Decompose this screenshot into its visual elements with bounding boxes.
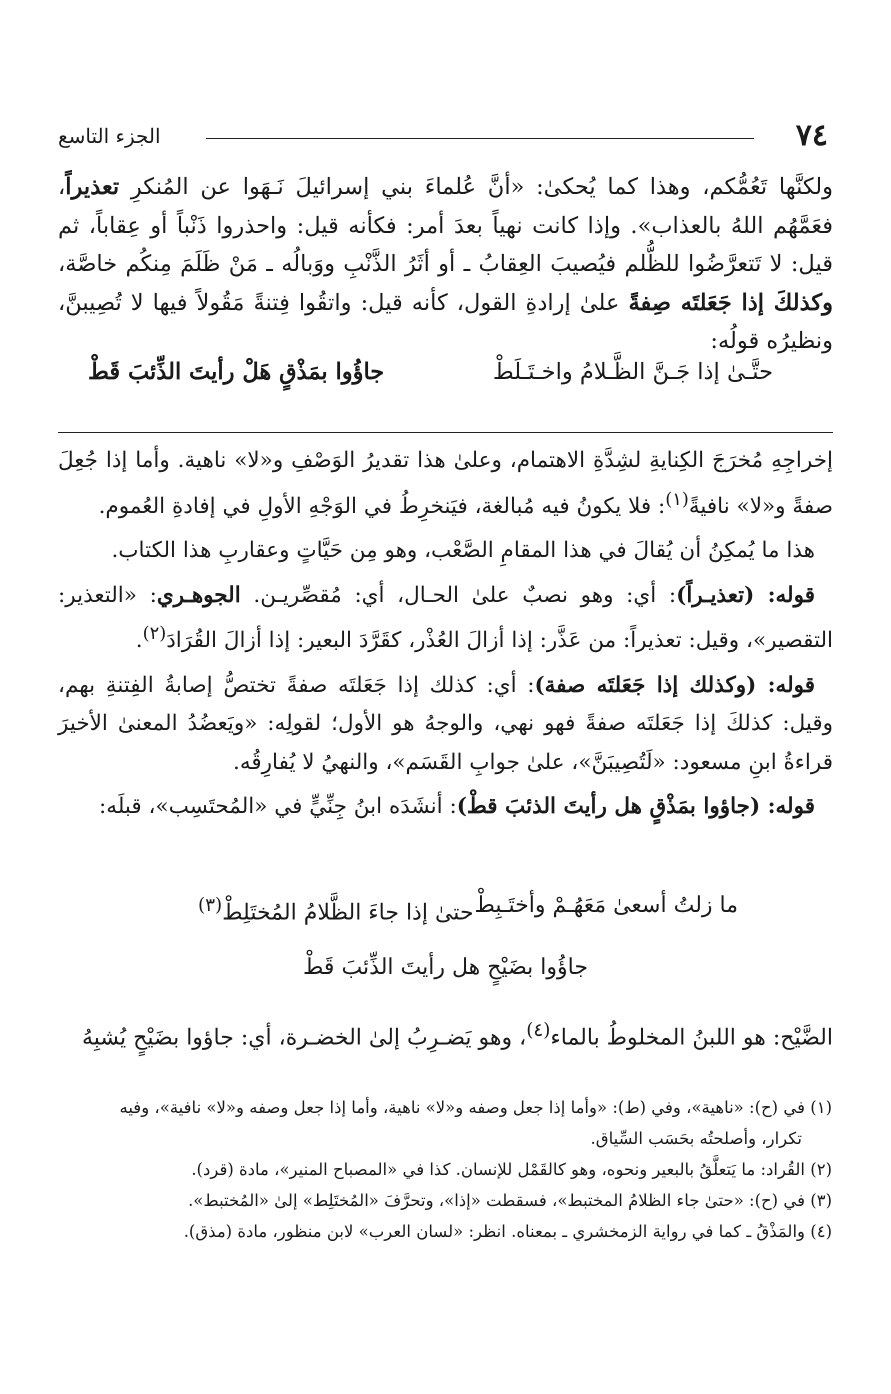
footnote-ref-1: (١)	[665, 488, 689, 510]
poem-row1-left-wrap	[198, 884, 474, 935]
main-text-a: ولكنَّها تَعُمُّكم، وهذا كما يُحكىٰ: «أنَّ عُلماءَ بني إسرائيلَ نَـهَوا عن المُنكرِ	[119, 174, 833, 200]
poem-row2-center: جاؤُوا بضَيْحٍ هل رأيتَ الذِّئبَ قَطْ	[303, 955, 588, 980]
poem-row-1	[58, 884, 833, 928]
main-text	[58, 168, 833, 361]
main-paragraph	[58, 168, 833, 361]
commentary-paragraph-1	[58, 442, 833, 526]
main-text-keyword: تعذيراً	[65, 174, 120, 200]
poem	[58, 884, 833, 990]
verse-right-hemistich: حتَّـىٰ إذا جَـنَّ الظَّـلامُ واخـتَـلَطْ	[492, 359, 773, 385]
main-text-e: علىٰ إرادةِ القول، كأنه قيل: واتقُوا فِتنةً مَقُولاً فيها لا تُصِيبنَّ، ونظيرُه قولُه:	[58, 289, 833, 354]
commentary-p4-a: : أي: كذلك إذا جَعَلتَه صفةً تختصُّ إصابةُ الفِتنةِ بهم، وقيل: كذلكَ إذا جَعَلتَه صفةً فهو نهي، والوجهُ هو الأول؛ لقولِه: «ويَعضُدُ المعنىٰ الأخيرَ قراءةُ ابنِ مسعود: «لَتُصِيبَنَّ»، علىٰ جوابِ القَسَم»، والنهيُ لا يُفارِقُه.	[58, 672, 833, 775]
poem-row1-left: حتىٰ إذا جاءَ الظَّلامُ المُختَلِطْ	[222, 900, 474, 926]
page-number: ٧٤	[795, 118, 828, 153]
part-title: الجزء التاسع	[58, 124, 161, 148]
after-poem-a: الضَّيْح: هو اللبنُ المخلوطُ بالماء	[550, 1025, 833, 1051]
verse-left-hemistich: جاؤُوا بمَذْقٍ هَلْ رأيتَ الذِّئبَ قَطْ	[88, 359, 385, 385]
commentary-paragraph-4	[58, 667, 833, 783]
section-divider	[58, 432, 833, 433]
commentary-p5-label: قوله: (جاؤوا بمَذْقٍ هل رأيتَ الذئبَ قطْ)	[456, 794, 815, 820]
commentary-p1-end: : فلا يكونُ فيه مُبالغة، فيَنخرِطُ في الوَجْهِ الأولِ في إفادةِ العُموم.	[98, 493, 666, 519]
commentary	[58, 442, 833, 827]
commentary-p3-b: : «التعذير: التقصير»، وقيل: تعذيراً: من عَذَّر: إذا أزالَ العُذْر، كقَرَّدَ البعير: إذا أزالَ القُرَادَ	[58, 582, 833, 654]
footnote-1: (١) في (ح): «ناهية»، وفي (ط): «وأما إذا جعل وصفه و«لا» ناهية، وأما إذا جعل وصفه و«لا» نافية»، وفيه	[119, 1098, 832, 1117]
commentary-p3-a: : أي: وهو نصبٌ علىٰ الحـال، أي: مُقصِّريـن.	[240, 582, 677, 608]
after-poem-text	[58, 1012, 833, 1057]
poem-row1-right: ما زلتُ أسعىٰ مَعَهُـمْ وأختَـبِطْ	[474, 893, 738, 918]
header-rule	[206, 138, 754, 139]
footnote-2: (٢) القُراد: ما يَتعلَّقُ بالبعير ونحوه، وهو كالقَمْل للإنسان. كذا في «المصباح المنير»، مادة (قرد).	[191, 1160, 832, 1179]
footnote-ref-3: (٣)	[198, 895, 223, 916]
footnote-1-continued: تكرار، وأصلحتُه بحَسَب السِّياق.	[590, 1129, 802, 1148]
footnote-ref-4: (٤)	[526, 1020, 551, 1041]
commentary-p3-label: قوله: (تعذيـراً)	[676, 582, 815, 608]
commentary-p3-name: الجوهـري	[156, 582, 241, 608]
poem-row-2	[58, 946, 833, 990]
main-text-keyphrase: وكذلكَ إذا جَعَلتَه صِفةً	[628, 289, 834, 316]
commentary-paragraph-3	[58, 577, 833, 661]
footnote-3: (٣) في (ح): «حتىٰ جاء الظلامُ المختبط»، فسقطت «إذا»، وتحرَّفَ «المُختَلِط» إلىٰ «المُختبط».	[188, 1191, 832, 1210]
footnote-4: (٤) والمَذْقُ ـ كما في رواية الزمخشري ـ بمعناه. انظر: «لسان العرب» لابن منظور، مادة (مذق).	[183, 1222, 832, 1241]
commentary-p4-label: قوله: (وكذلك إذا جَعَلتَه صفة)	[534, 672, 815, 698]
commentary-p3-end: .	[135, 628, 143, 654]
after-poem-end: ، وهو يَضـرِبُ إلىٰ الخضـرة، أي: جاؤوا بضَيْحٍ يُشبِهُ	[81, 1025, 527, 1051]
running-header	[58, 118, 828, 154]
main-text-c: ، فعَمَّهُم اللهُ بالعذاب». وإذا كانت نهياً بعدَ أمر: فكأنه قيل: واحذروا ذَنْباً أو عِقاباً، ثم قيل: لا تَتعرَّضُوا للظُّلم فيُصيبَ العِقابُ ـ أو أثَرُ الذَّنْبِ ووَبالُه ـ مَنْ ظَلَمَ مِنكُم خاصَّة،	[58, 174, 833, 277]
commentary-paragraph-5	[58, 788, 833, 827]
commentary-p5-a: : أنشَدَه ابنُ جِنِّيٍّ في «المُحتَسِب»، قبلَه:	[99, 794, 457, 820]
footnote-ref-2: (٢)	[142, 623, 167, 645]
verse-line	[58, 350, 833, 394]
footnotes	[62, 1092, 832, 1247]
commentary-p1-text: إخراجِهِ مُخرَجَ الكِنايةِ لشِدَّةِ الاهتمام، وعلىٰ هذا تقديرُ الوَصْفِ و«لا» ناهية. وأما إذا جُعِلَ صفةً و«لا» نافيةً	[58, 448, 833, 519]
commentary-paragraph-2: هذا ما يُمكِنُ أن يُقالَ في هذا المقامِ الصَّعْب، وهو مِن حَيَّاتٍ وعقاربِ هذا الكتاب.	[111, 538, 815, 564]
